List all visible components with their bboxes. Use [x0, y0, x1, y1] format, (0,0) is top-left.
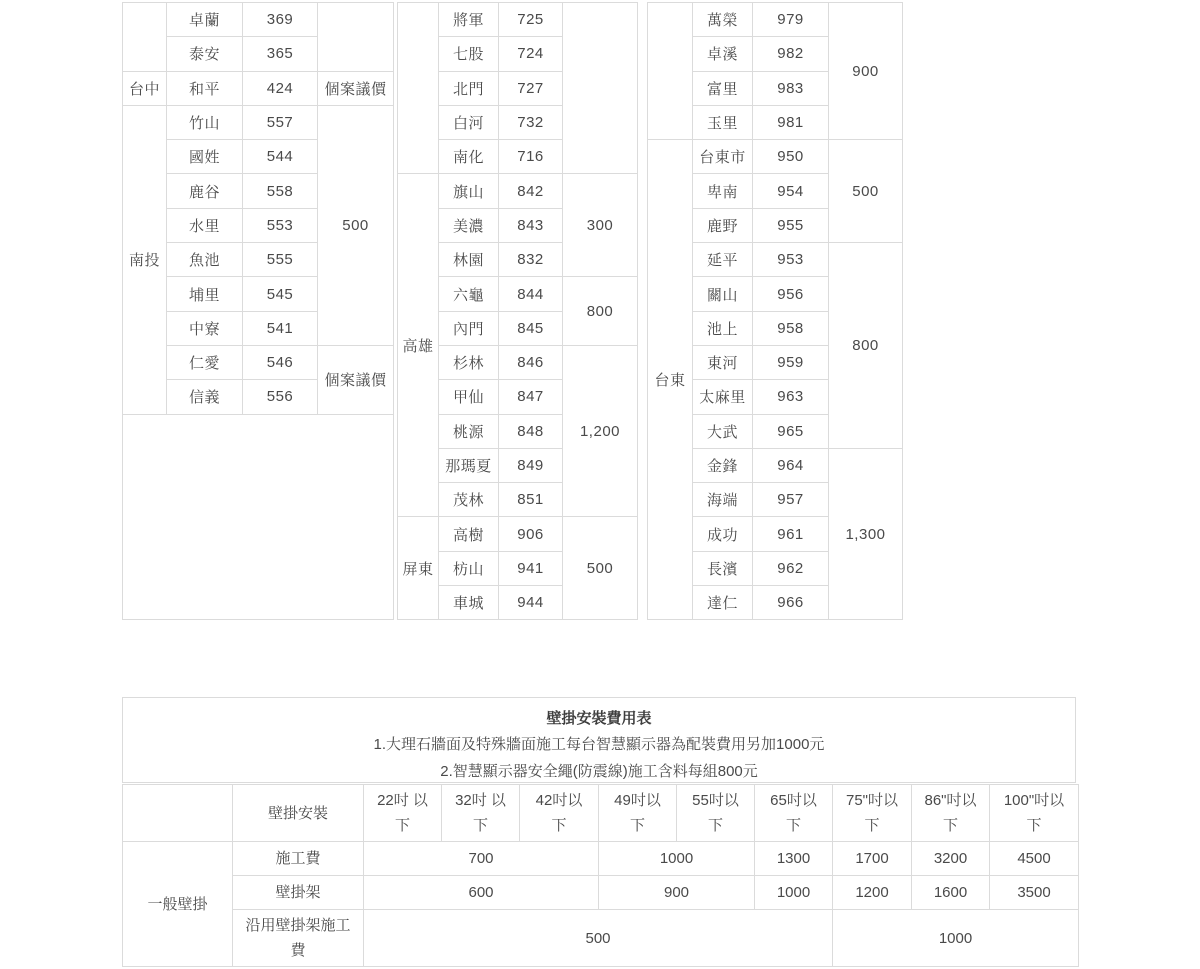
zip-code-cell: 369 [243, 3, 318, 37]
fee-value-cell: 1000 [833, 910, 1079, 967]
zip-code-cell: 844 [499, 277, 563, 311]
fee-value-cell: 500 [364, 910, 833, 967]
fee-value-cell: 4500 [990, 842, 1079, 876]
zip-code-cell: 941 [499, 551, 563, 585]
township-cell: 海端 [693, 483, 753, 517]
zip-code-cell: 846 [499, 345, 563, 379]
fee-cell: 800 [829, 243, 903, 449]
fee-row-label: 壁掛架 [233, 876, 364, 910]
fee-cell: 900 [829, 3, 903, 140]
size-header-cell: 75"吋以下 [833, 785, 912, 842]
region-cell: 南投 [123, 105, 167, 414]
fee-cell [563, 3, 638, 174]
zip-code-cell: 950 [753, 140, 829, 174]
township-cell: 池上 [693, 311, 753, 345]
fee-cell: 1,300 [829, 448, 903, 619]
township-cell: 內門 [439, 311, 499, 345]
zip-code-cell: 965 [753, 414, 829, 448]
fee-row-label: 沿用壁掛架施工費 [233, 910, 364, 967]
fee-note-2: 2.智慧顯示器安全繩(防震線)施工含料每組800元 [440, 763, 758, 780]
zip-code-cell: 556 [243, 380, 318, 414]
township-cell: 白河 [439, 105, 499, 139]
township-cell: 達仁 [693, 586, 753, 620]
fee-value-cell: 3500 [990, 876, 1079, 910]
township-cell: 台東市 [693, 140, 753, 174]
township-cell: 卓蘭 [167, 3, 243, 37]
zip-code-cell: 424 [243, 71, 318, 105]
zip-code-cell: 961 [753, 517, 829, 551]
fee-cell: 300 [563, 174, 638, 277]
township-cell: 富里 [693, 71, 753, 105]
fee-value-cell: 600 [364, 876, 599, 910]
region-cell: 高雄 [398, 174, 439, 517]
zip-code-cell: 851 [499, 483, 563, 517]
township-cell: 信義 [167, 380, 243, 414]
size-header-cell: 55吋以下 [677, 785, 755, 842]
township-cell: 太麻里 [693, 380, 753, 414]
fee-cell: 500 [563, 517, 638, 620]
zip-code-cell: 964 [753, 448, 829, 482]
township-cell: 和平 [167, 71, 243, 105]
fee-cell: 500 [318, 105, 394, 345]
zip-code-cell: 954 [753, 174, 829, 208]
zip-code-cell: 546 [243, 345, 318, 379]
fee-value-cell: 900 [599, 876, 755, 910]
zip-code-cell: 724 [499, 37, 563, 71]
install-type-header: 壁掛安裝 [233, 785, 364, 842]
area-zip-fee-table-left [122, 2, 394, 620]
area-zip-fee-table-middle [397, 2, 638, 620]
region-cell [123, 3, 167, 72]
township-cell: 林園 [439, 243, 499, 277]
fee-value-cell: 1000 [755, 876, 833, 910]
zip-code-cell: 958 [753, 311, 829, 345]
zip-code-cell: 981 [753, 105, 829, 139]
wall-mount-fee-table [122, 784, 1079, 967]
township-cell: 鹿野 [693, 208, 753, 242]
township-cell: 魚池 [167, 243, 243, 277]
township-cell: 將軍 [439, 3, 499, 37]
township-cell: 甲仙 [439, 380, 499, 414]
zip-code-cell: 845 [499, 311, 563, 345]
fee-notes-box [122, 697, 1076, 783]
zip-code-cell: 843 [499, 208, 563, 242]
fee-cell: 個案議價 [318, 71, 394, 105]
township-cell: 高樹 [439, 517, 499, 551]
township-cell: 北門 [439, 71, 499, 105]
township-cell: 那瑪夏 [439, 448, 499, 482]
zip-code-cell: 557 [243, 105, 318, 139]
zip-code-cell: 959 [753, 345, 829, 379]
township-cell: 萬榮 [693, 3, 753, 37]
zip-code-cell: 848 [499, 414, 563, 448]
township-cell: 金鋒 [693, 448, 753, 482]
region-cell: 台中 [123, 71, 167, 105]
township-cell: 中寮 [167, 311, 243, 345]
zip-code-cell: 849 [499, 448, 563, 482]
region-cell: 台東 [648, 140, 693, 620]
fee-value-cell: 3200 [912, 842, 990, 876]
fee-cell: 500 [829, 140, 903, 243]
size-header-cell: 100"吋以下 [990, 785, 1079, 842]
zip-code-cell: 365 [243, 37, 318, 71]
region-cell: 屏東 [398, 517, 439, 620]
township-cell: 仁愛 [167, 345, 243, 379]
zip-code-cell: 558 [243, 174, 318, 208]
fee-value-cell: 1600 [912, 876, 990, 910]
size-header-cell: 49吋以下 [599, 785, 677, 842]
fee-value-cell: 700 [364, 842, 599, 876]
zip-code-cell: 725 [499, 3, 563, 37]
fee-cell: 800 [563, 277, 638, 346]
township-cell: 茂林 [439, 483, 499, 517]
region-cell [398, 3, 439, 174]
township-cell: 枋山 [439, 551, 499, 585]
size-header-cell: 86"吋以下 [912, 785, 990, 842]
township-cell: 旗山 [439, 174, 499, 208]
fee-note-1: 1.大理石牆面及特殊牆面施工每台智慧顯示器為配裝費用另加1000元 [373, 736, 825, 753]
zip-code-cell: 732 [499, 105, 563, 139]
zip-code-cell: 982 [753, 37, 829, 71]
fee-cell: 個案議價 [318, 345, 394, 414]
township-cell: 泰安 [167, 37, 243, 71]
zip-code-cell: 541 [243, 311, 318, 345]
fee-value-cell: 1200 [833, 876, 912, 910]
group-label-cell: 一般壁掛 [123, 842, 233, 967]
fee-value-cell: 1300 [755, 842, 833, 876]
zip-code-cell: 832 [499, 243, 563, 277]
zip-code-cell: 963 [753, 380, 829, 414]
zip-code-cell: 966 [753, 586, 829, 620]
township-cell: 延平 [693, 243, 753, 277]
size-header-cell: 22吋 以下 [364, 785, 442, 842]
township-cell: 車城 [439, 586, 499, 620]
corner-cell [123, 785, 233, 842]
township-cell: 水里 [167, 208, 243, 242]
zip-code-cell: 727 [499, 71, 563, 105]
township-cell: 埔里 [167, 277, 243, 311]
region-cell [648, 3, 693, 140]
township-cell: 桃源 [439, 414, 499, 448]
zip-code-cell: 847 [499, 380, 563, 414]
zip-code-cell: 906 [499, 517, 563, 551]
zip-code-cell: 979 [753, 3, 829, 37]
township-cell: 六龜 [439, 277, 499, 311]
zip-code-cell: 962 [753, 551, 829, 585]
fee-cell [318, 3, 394, 72]
township-cell: 美濃 [439, 208, 499, 242]
zip-code-cell: 983 [753, 71, 829, 105]
township-cell: 卓溪 [693, 37, 753, 71]
fee-value-cell: 1700 [833, 842, 912, 876]
zip-code-cell: 545 [243, 277, 318, 311]
township-cell: 關山 [693, 277, 753, 311]
township-cell: 玉里 [693, 105, 753, 139]
zip-code-cell: 956 [753, 277, 829, 311]
zip-code-cell: 544 [243, 140, 318, 174]
township-cell: 大武 [693, 414, 753, 448]
township-cell: 七股 [439, 37, 499, 71]
size-header-cell: 32吋 以下 [442, 785, 520, 842]
township-cell: 杉林 [439, 345, 499, 379]
zip-code-cell: 955 [753, 208, 829, 242]
township-cell: 竹山 [167, 105, 243, 139]
size-header-cell: 65吋以下 [755, 785, 833, 842]
township-cell: 成功 [693, 517, 753, 551]
township-cell: 卑南 [693, 174, 753, 208]
zip-code-cell: 957 [753, 483, 829, 517]
zip-code-cell: 553 [243, 208, 318, 242]
zip-code-cell: 944 [499, 586, 563, 620]
fee-row-label: 施工費 [233, 842, 364, 876]
zip-code-cell: 842 [499, 174, 563, 208]
zip-code-cell: 716 [499, 140, 563, 174]
empty-filler-cell [123, 414, 394, 619]
fee-value-cell: 1000 [599, 842, 755, 876]
township-cell: 鹿谷 [167, 174, 243, 208]
size-header-cell: 42吋以下 [520, 785, 599, 842]
township-cell: 東河 [693, 345, 753, 379]
township-cell: 國姓 [167, 140, 243, 174]
fee-table-title: 壁掛安裝費用表 [546, 710, 652, 727]
township-cell: 長濱 [693, 551, 753, 585]
zip-code-cell: 953 [753, 243, 829, 277]
zip-code-cell: 555 [243, 243, 318, 277]
area-zip-fee-table-right [647, 2, 903, 620]
fee-cell: 1,200 [563, 345, 638, 516]
township-cell: 南化 [439, 140, 499, 174]
